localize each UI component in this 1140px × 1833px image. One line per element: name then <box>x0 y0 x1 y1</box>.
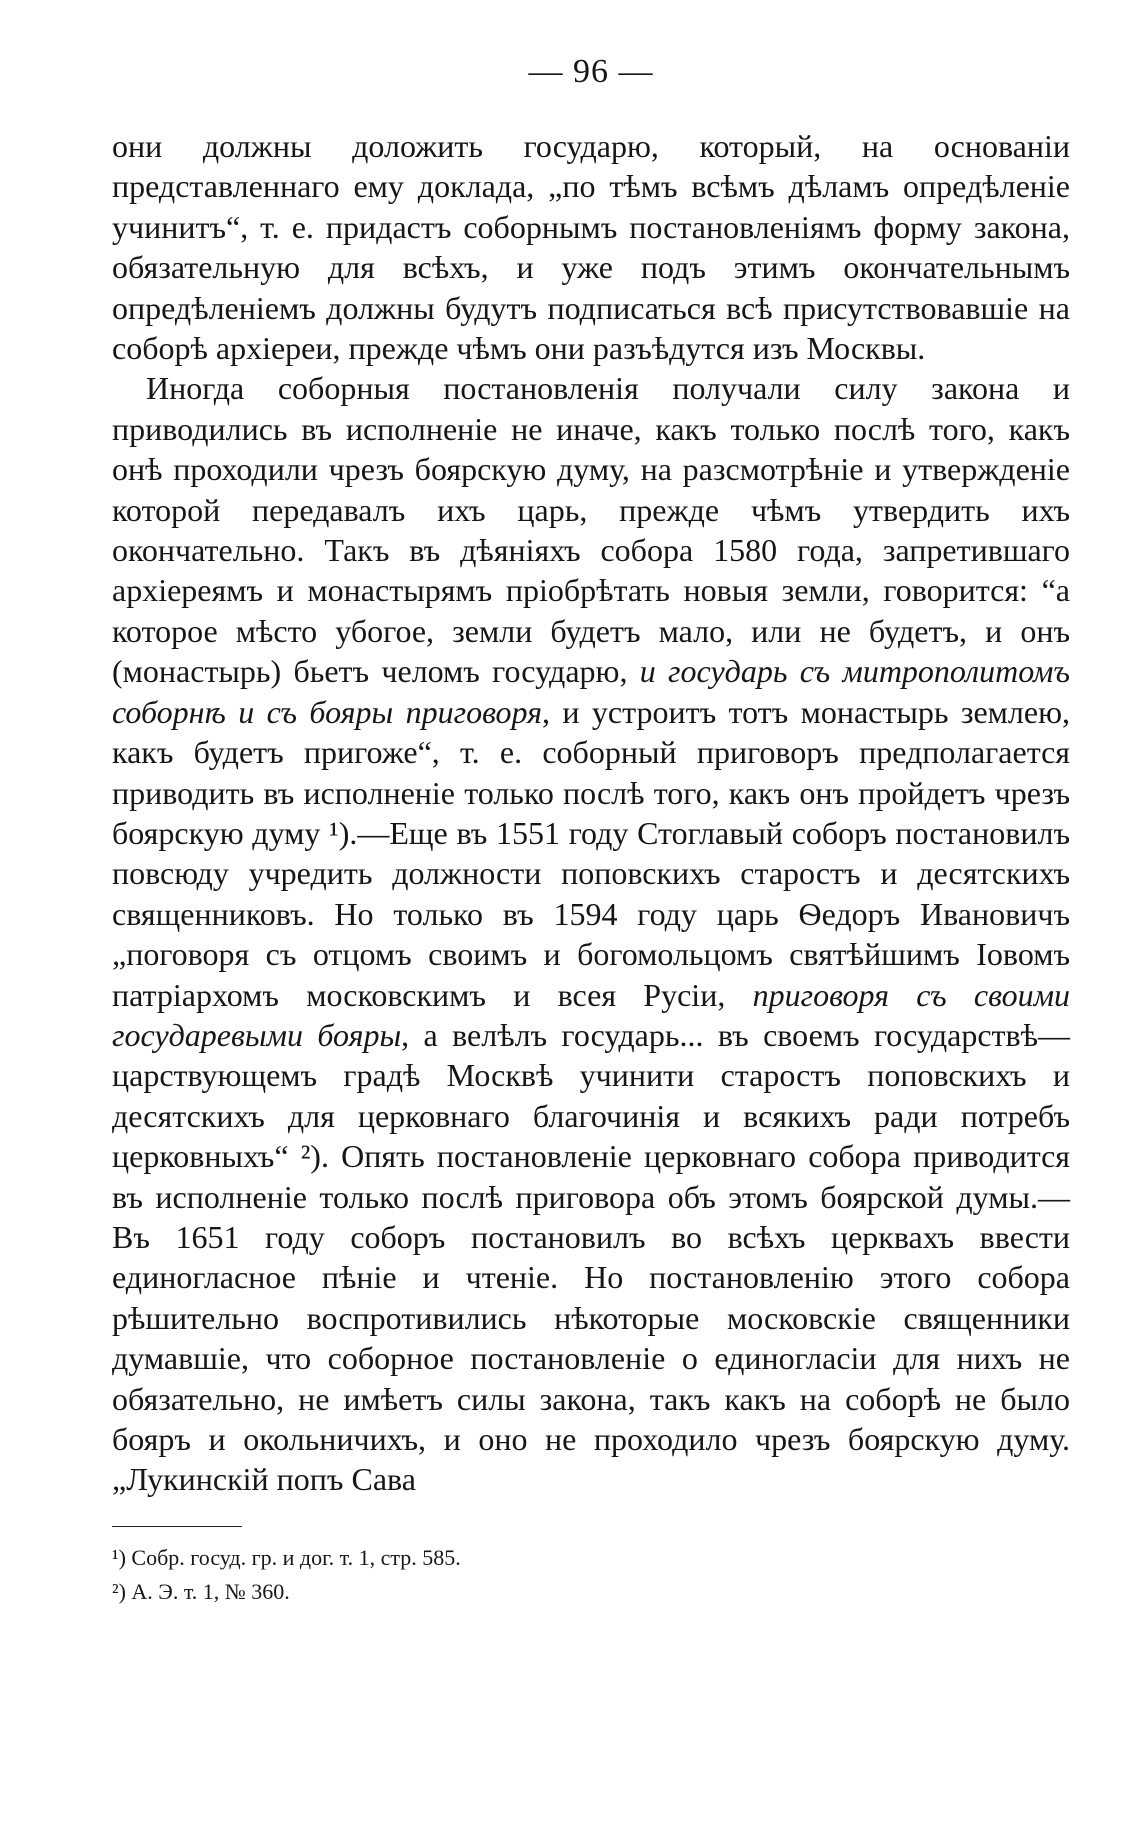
paragraph-2 <box>112 368 1070 1499</box>
paragraph-2-italic-b: приговоря съ своими государевыми бояры <box>112 976 1071 1053</box>
paragraph-2-italic-a: и государь съ митрополитомъ соборнѣ и съ бояры приговоря <box>112 653 1071 730</box>
paragraph-2-text-b: , и устроитъ тотъ монастырь землею, какъ будетъ пригоже“, т. е. соборный приговоръ предполагается приводить въ исполненіе только послѣ того, какъ онъ пройдетъ чрезъ боярскую думу ¹).—Еще въ 1551 году Стоглавый соборъ постановилъ повсюду учредить должности поповскихъ старостъ и десятскихъ священниковъ. Но только въ 1594 году царь Ѳедоръ Ивановичъ „поговоря съ отцомъ своимъ и богомольцомъ святѣйшимъ Іовомъ патріархомъ московскимъ и всея Русіи, <box>112 693 1071 1013</box>
page-number: — 96 — <box>528 53 654 90</box>
footnote-2: ²) А. Э. т. 1, № 360. <box>112 1578 290 1604</box>
paragraph-1 <box>112 126 1070 368</box>
paragraph-1-text: они должны доложить государю, который, на основаніи представленнаго ему доклада, „по тѣмъ всѣмъ дѣламъ опредѣленіе учинитъ“, т. е. придастъ соборнымъ постановленіямъ форму закона, обязательную для всѣхъ, и уже подъ этимъ окончательнымъ опредѣленіемъ должны будутъ подписаться всѣ присутствовавшіе на соборѣ архіереи, прежде чѣмъ они разъѣдутся изъ Москвы. <box>112 128 1070 367</box>
footnote-divider <box>112 1526 242 1527</box>
paragraph-2-text-c: , а велѣлъ государь... въ своемъ государствѣ—царствующемъ градѣ Москвѣ учинити старостъ поповскихъ и десятскихъ для церковнаго благочинія и всякихъ ради потребъ церковныхъ“ ²). Опять постановленіе церковнаго собора приводится въ исполненіе только послѣ приговора объ этомъ боярской думы.—Въ 1651 году соборъ постановилъ во всѣхъ церквахъ ввести единогласное пѣніе и чтеніе. Но постановленію этого собора рѣшительно воспротивились нѣкоторые московскіе священники думавшіе, что соборное постановленіе о единогласіи для нихъ не обязательно, не имѣетъ силы закона, такъ какъ на соборѣ не было бояръ и окольничихъ, и оно не проходило чрезъ боярскую думу. „Лукинскій попъ Сава <box>112 1016 1071 1498</box>
book-page <box>112 48 1070 1609</box>
footnote-1: ¹) Собр. госуд. гр. и дог. т. 1, стр. 585. <box>112 1544 461 1570</box>
paragraph-2-text-a: Иногда соборныя постановленія получали силу закона и приводились въ исполненіе не иначе, какъ только послѣ того, какъ онѣ проходили чрезъ боярскую думу, на разсмотрѣніе и утвержденіе которой передавалъ ихъ царь, прежде чѣмъ утвердить ихъ окончательно. Такъ въ дѣяніяхъ собора 1580 года, запретившаго архіереямъ и монастырямъ пріобрѣтать новыя земли, говорится: “а которое мѣсто убогое, земли будетъ мало, или не будетъ, и онъ (монастырь) бьетъ челомъ государю, <box>112 370 1070 690</box>
